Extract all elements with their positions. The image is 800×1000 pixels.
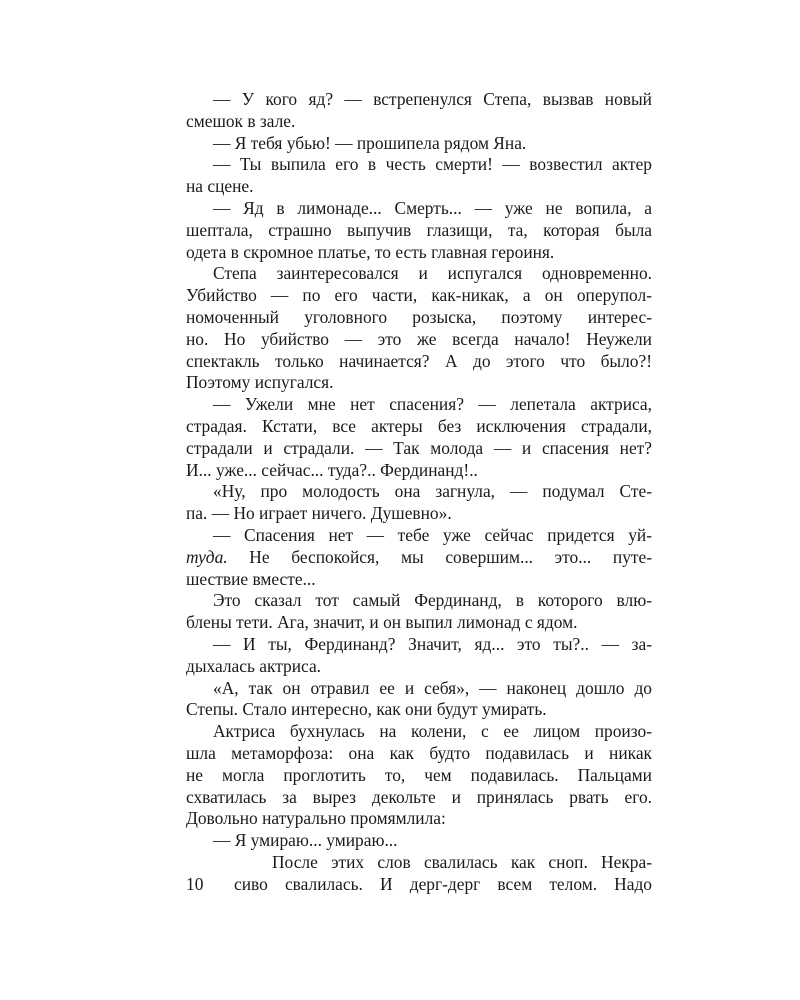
text-line: блены тети. Ага, значит, и он выпил лимонад с ядом. (186, 612, 578, 633)
text-line: на сцене. (186, 176, 254, 197)
text-line: — И ты, Фердинанд? Значит, яд... это ты?.. — за- (213, 633, 652, 654)
text-line: схватилась за вырез декольте и принялась рвать его. (186, 786, 652, 807)
text-line: смешок в зале. (186, 110, 296, 131)
text-line: па. — Но играет ничего. Душевно». (186, 503, 452, 524)
text-line (186, 547, 652, 569)
text-line: — Ты выпила его в честь смерти! — возвестил актер (213, 154, 652, 175)
text-line: Убийство — по его части, как-никак, а он оперупол- (186, 285, 652, 306)
emphasized-word: туда. (186, 546, 228, 567)
text-line: Актриса бухнулась на колени, с ее лицом произо- (213, 721, 652, 742)
text-line: номоченный уголовного розыска, поэтому интерес- (186, 306, 652, 327)
text-line: шла метаморфоза: она как будто подавилась и никак (186, 742, 652, 763)
text-line: — Яд в лимонаде... Смерть... — уже не вопила, а (213, 197, 652, 218)
text-line: — Спасения нет — тебе уже сейчас придется уй- (213, 524, 652, 545)
text-line: — Ужели мне нет спасения? — лепетала актриса, (213, 394, 652, 415)
text-line: одета в скромное платье, то есть главная героиня. (186, 241, 555, 262)
text-line: шествие вместе... (186, 568, 316, 589)
text-line: шептала, страшно выпучив глазищи, та, которая была (186, 219, 652, 240)
text-line: Это сказал тот самый Фердинанд, в которого влю- (213, 590, 652, 611)
text-line: дыхалась актриса. (186, 655, 322, 676)
page-number: 10 (186, 873, 204, 894)
text-line: но. Но убийство — это же всегда начало! Неужели (186, 328, 652, 349)
text-line-content: сиво свалилась. И дерг-дерг всем телом. Надо (234, 873, 652, 894)
text-line: спектакль только начинается? А до этого что было?! (186, 350, 652, 371)
text-line: — Я тебя убью! — прошипела рядом Яна. (213, 132, 527, 153)
text-line: Степа заинтересовался и испугался одновременно. (213, 263, 652, 284)
book-page (186, 89, 652, 895)
text-line: страдая. Кстати, все актеры без исключения страдали, (186, 415, 652, 436)
text-line: «А, так он отравил ее и себя», — наконец дошло до (213, 677, 652, 698)
text-line-content: Не беспокойся, мы совершим... это... путе- (227, 546, 652, 567)
text-line (186, 874, 652, 896)
text-line: — У кого яд? — встрепенулся Степа, вызвав новый (213, 89, 652, 109)
text-line: И... уже... сейчас... туда?.. Фердинанд!.. (186, 459, 478, 480)
text-line: После этих слов свалилась как сноп. Некра- (272, 851, 652, 872)
text-line: Поэтому испугался. (186, 372, 334, 393)
text-line: — Я умираю... умираю... (213, 830, 398, 851)
text-line: Степы. Стало интересно, как они будут умирать. (186, 699, 547, 720)
text-line: «Ну, про молодость она загнула, — подумал Сте- (213, 481, 652, 502)
text-line: не могла проглотить то, чем подавилась. Пальцами (186, 764, 652, 785)
text-line: страдали и страдали. — Так молода — и спасения нет? (186, 437, 652, 458)
text-line: Довольно натурально промямлила: (186, 808, 446, 829)
